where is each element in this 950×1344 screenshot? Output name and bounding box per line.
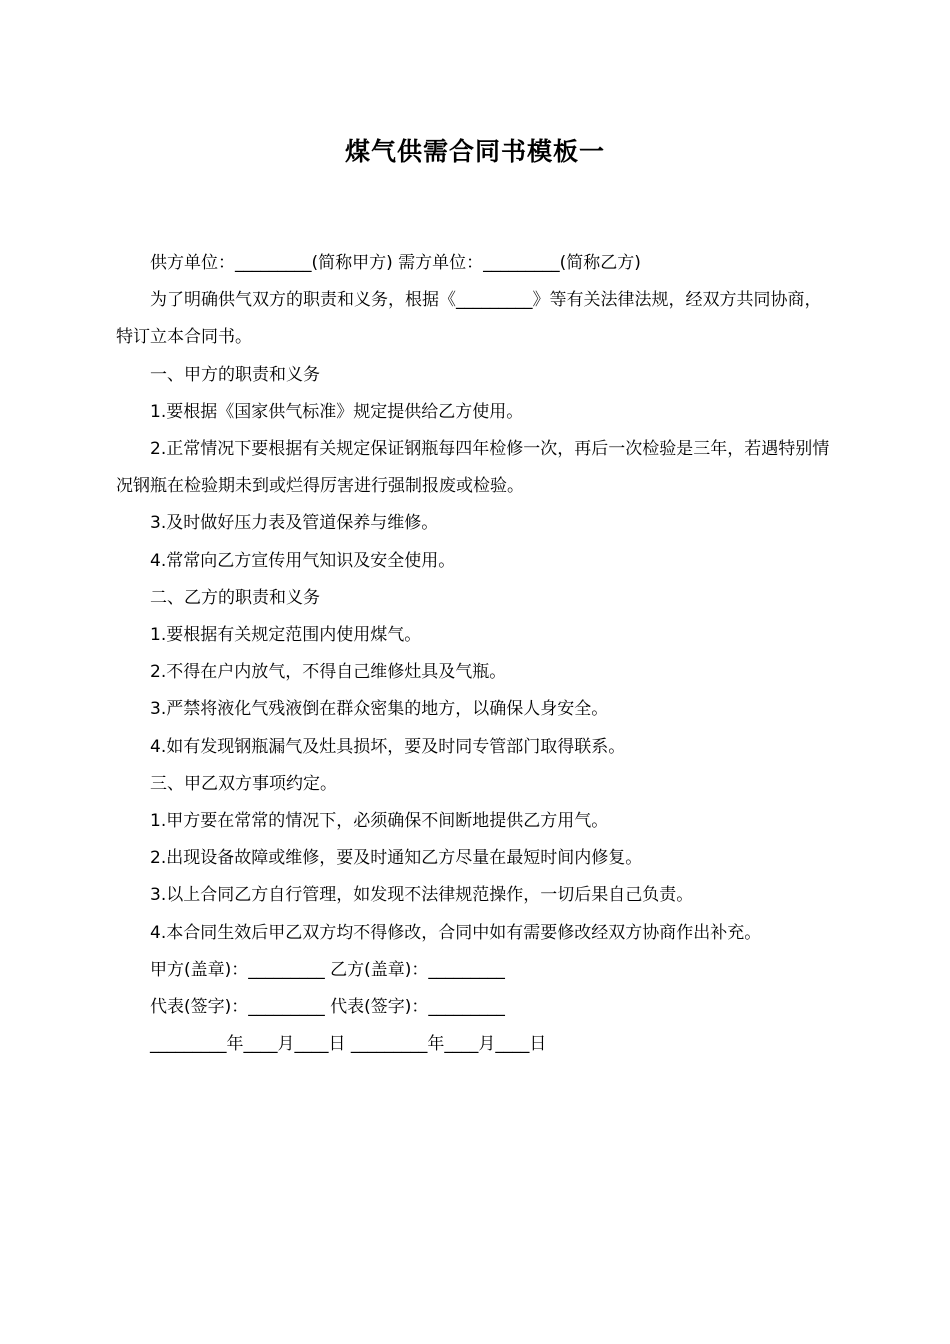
section-heading-party-a: 一、甲方的职责和义务 [150,364,320,385]
date-line: _________年____月____日 _________年____月____日 [150,1034,547,1055]
clause-b-2: 2.不得在户内放气，不得自己维修灶具及气瓶。 [150,662,507,683]
clause-a-1: 1.要根据《国家供气标准》规定提供给乙方使用。 [150,401,524,422]
clause-c-1: 1.甲方要在常常的情况下，必须确保不间断地提供乙方用气。 [150,811,609,832]
clause-c-4: 4.本合同生效后甲乙双方均不得修改，合同中如有需要修改经双方协商作出补充。 [150,922,762,943]
section-heading-agreement: 三、甲乙双方事项约定。 [150,773,337,794]
signature-line: 代表(签字)：_________ 代表(签字)：_________ [150,997,505,1018]
clause-b-4: 4.如有发现钢瓶漏气及灶具损坏，要及时同专管部门取得联系。 [150,736,626,757]
seal-line: 甲方(盖章)：_________ 乙方(盖章)：_________ [150,959,505,980]
clause-a-4: 4.常常向乙方宣传用气知识及安全使用。 [150,550,456,571]
clause-a-3: 3.及时做好压力表及管道保养与维修。 [150,513,439,534]
clause-b-3: 3.严禁将液化气残液倒在群众密集的地方，以确保人身安全。 [150,699,609,720]
clause-c-2: 2.出现设备故障或维修，要及时通知乙方尽量在最短时间内修复。 [150,848,643,869]
document-body [116,245,836,1063]
clause-a-2: 2.正常情况下要根据有关规定保证钢瓶每四年检修一次，再后一次检验是三年，若遇特别情况钢瓶在检验期未到或烂得厉害进行强制报废或检验。 [116,439,830,497]
preamble-paragraph: 为了明确供气双方的职责和义务，根据《_________》等有关法律法规，经双方共同协商，特订立本合同书。 [116,290,822,348]
party-units-line: 供方单位：_________(简称甲方) 需方单位：_________(简称乙方) [150,253,641,273]
section-heading-party-b: 二、乙方的职责和义务 [150,587,320,608]
clause-c-3: 3.以上合同乙方自行管理，如发现不法律规范操作，一切后果自己负责。 [150,885,694,906]
clause-b-1: 1.要根据有关规定范围内使用煤气。 [150,625,422,646]
document-title: 煤气供需合同书模板一 [344,137,605,166]
